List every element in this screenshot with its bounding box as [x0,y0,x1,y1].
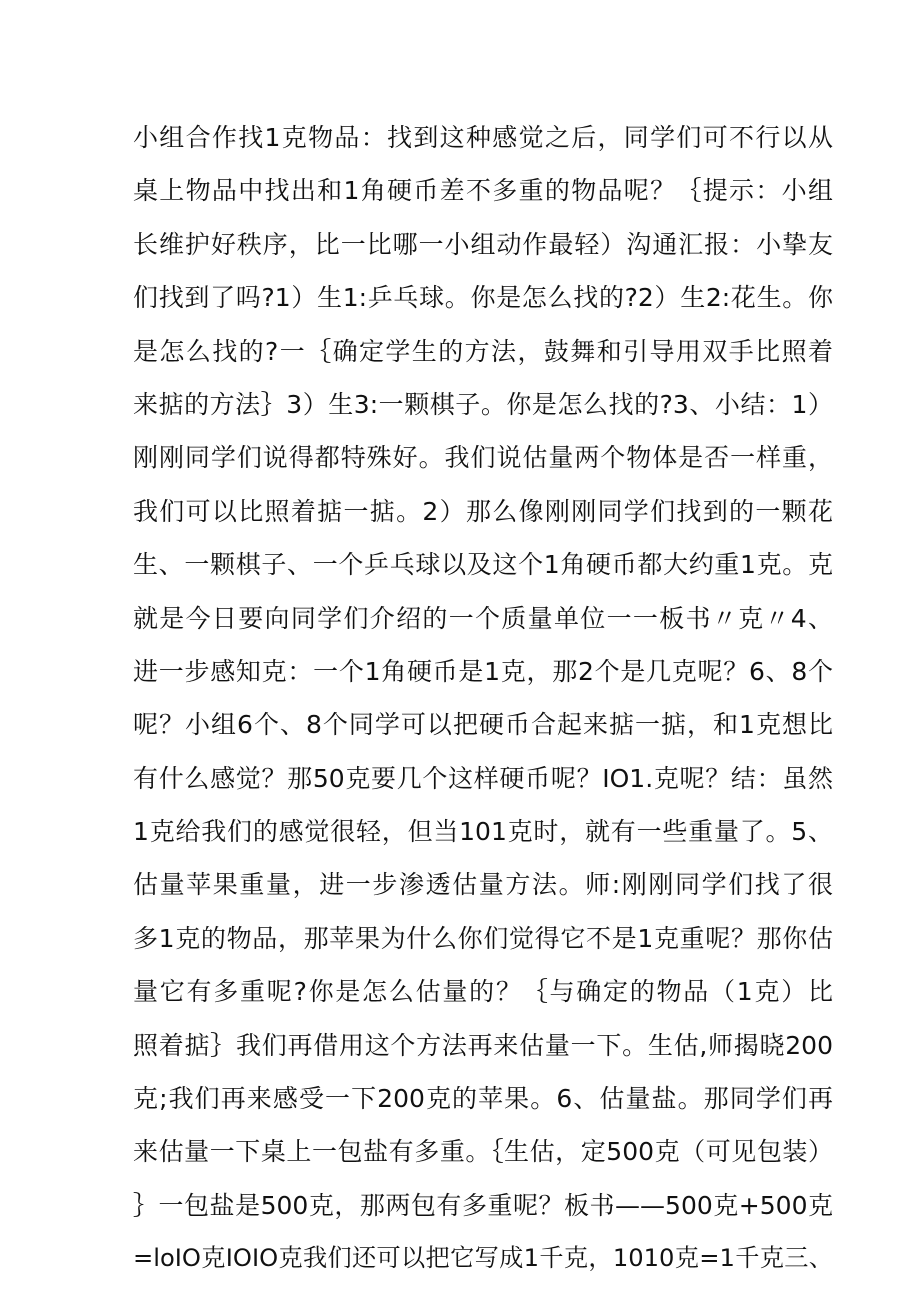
text-line: 生、一颗棋子、一个乒乓球以及这个1角硬币都大约重1克。克 [133,550,833,580]
text-line: 照着掂｝我们再借用这个方法再来估量一下。生估,师揭晓200 [133,1030,833,1060]
text-line: 有什么感觉？那50克要几个这样硬币呢？IO1.克呢？结：虽然 [133,763,833,793]
text-line: 们找到了吗?1）生1:乒乓球。你是怎么找的?2）生2:花生。你 [133,283,833,313]
text-line: 1克给我们的感觉很轻，但当101克时，就有一些重量了。5、 [133,817,833,847]
text-line: 长维护好秩序，比一比哪一小组动作最轻）沟通汇报：小挚友 [133,229,833,259]
body-text [133,111,833,1286]
text-line: 是怎么找的?一｛确定学生的方法，鼓舞和引导用双手比照着 [133,336,833,366]
text-line: 桌上物品中找出和1角硬币差不多重的物品呢？｛提示：小组 [133,176,833,206]
text-line: 量它有多重呢?你是怎么估量的？｛与确定的物品（1克）比 [133,977,833,1007]
text-line: 来掂的方法｝3）生3:一颗棋子。你是怎么找的?3、小结：1） [133,389,833,419]
text-line: 进一步感知克：一个1角硬币是1克，那2个是几克呢？6、8个 [133,656,833,686]
text-line: 我们可以比照着掂一掂。2）那么像刚刚同学们找到的一颗花 [133,496,833,526]
text-line: 呢？小组6个、8个同学可以把硬币合起来掂一掂，和1克想比 [133,710,833,740]
text-line: 克;我们再来感受一下200克的苹果。6、估量盐。那同学们再 [133,1084,833,1114]
text-line: 就是今日要向同学们介绍的一个质量单位一一板书〃克〃4、 [133,603,833,633]
text-line: 刚刚同学们说得都特殊好。我们说估量两个物体是否一样重， [133,443,833,473]
text-line: 小组合作找1克物品：找到这种感觉之后，同学们可不行以从 [133,123,833,152]
text-line: 多1克的物品，那苹果为什么你们觉得它不是1克重呢？那你估 [133,923,833,953]
text-line: ｝一包盐是500克，那两包有多重呢？板书——500克+500克 [133,1190,833,1220]
text-line: 来估量一下桌上一包盐有多重。｛生估，定500克（可见包装） [133,1137,833,1167]
text-line: =loIO克IOIO克我们还可以把它写成1千克，1010克=1千克三、 [133,1244,833,1273]
text-line: 估量苹果重量，进一步渗透估量方法。师:刚刚同学们找了很 [133,870,833,900]
